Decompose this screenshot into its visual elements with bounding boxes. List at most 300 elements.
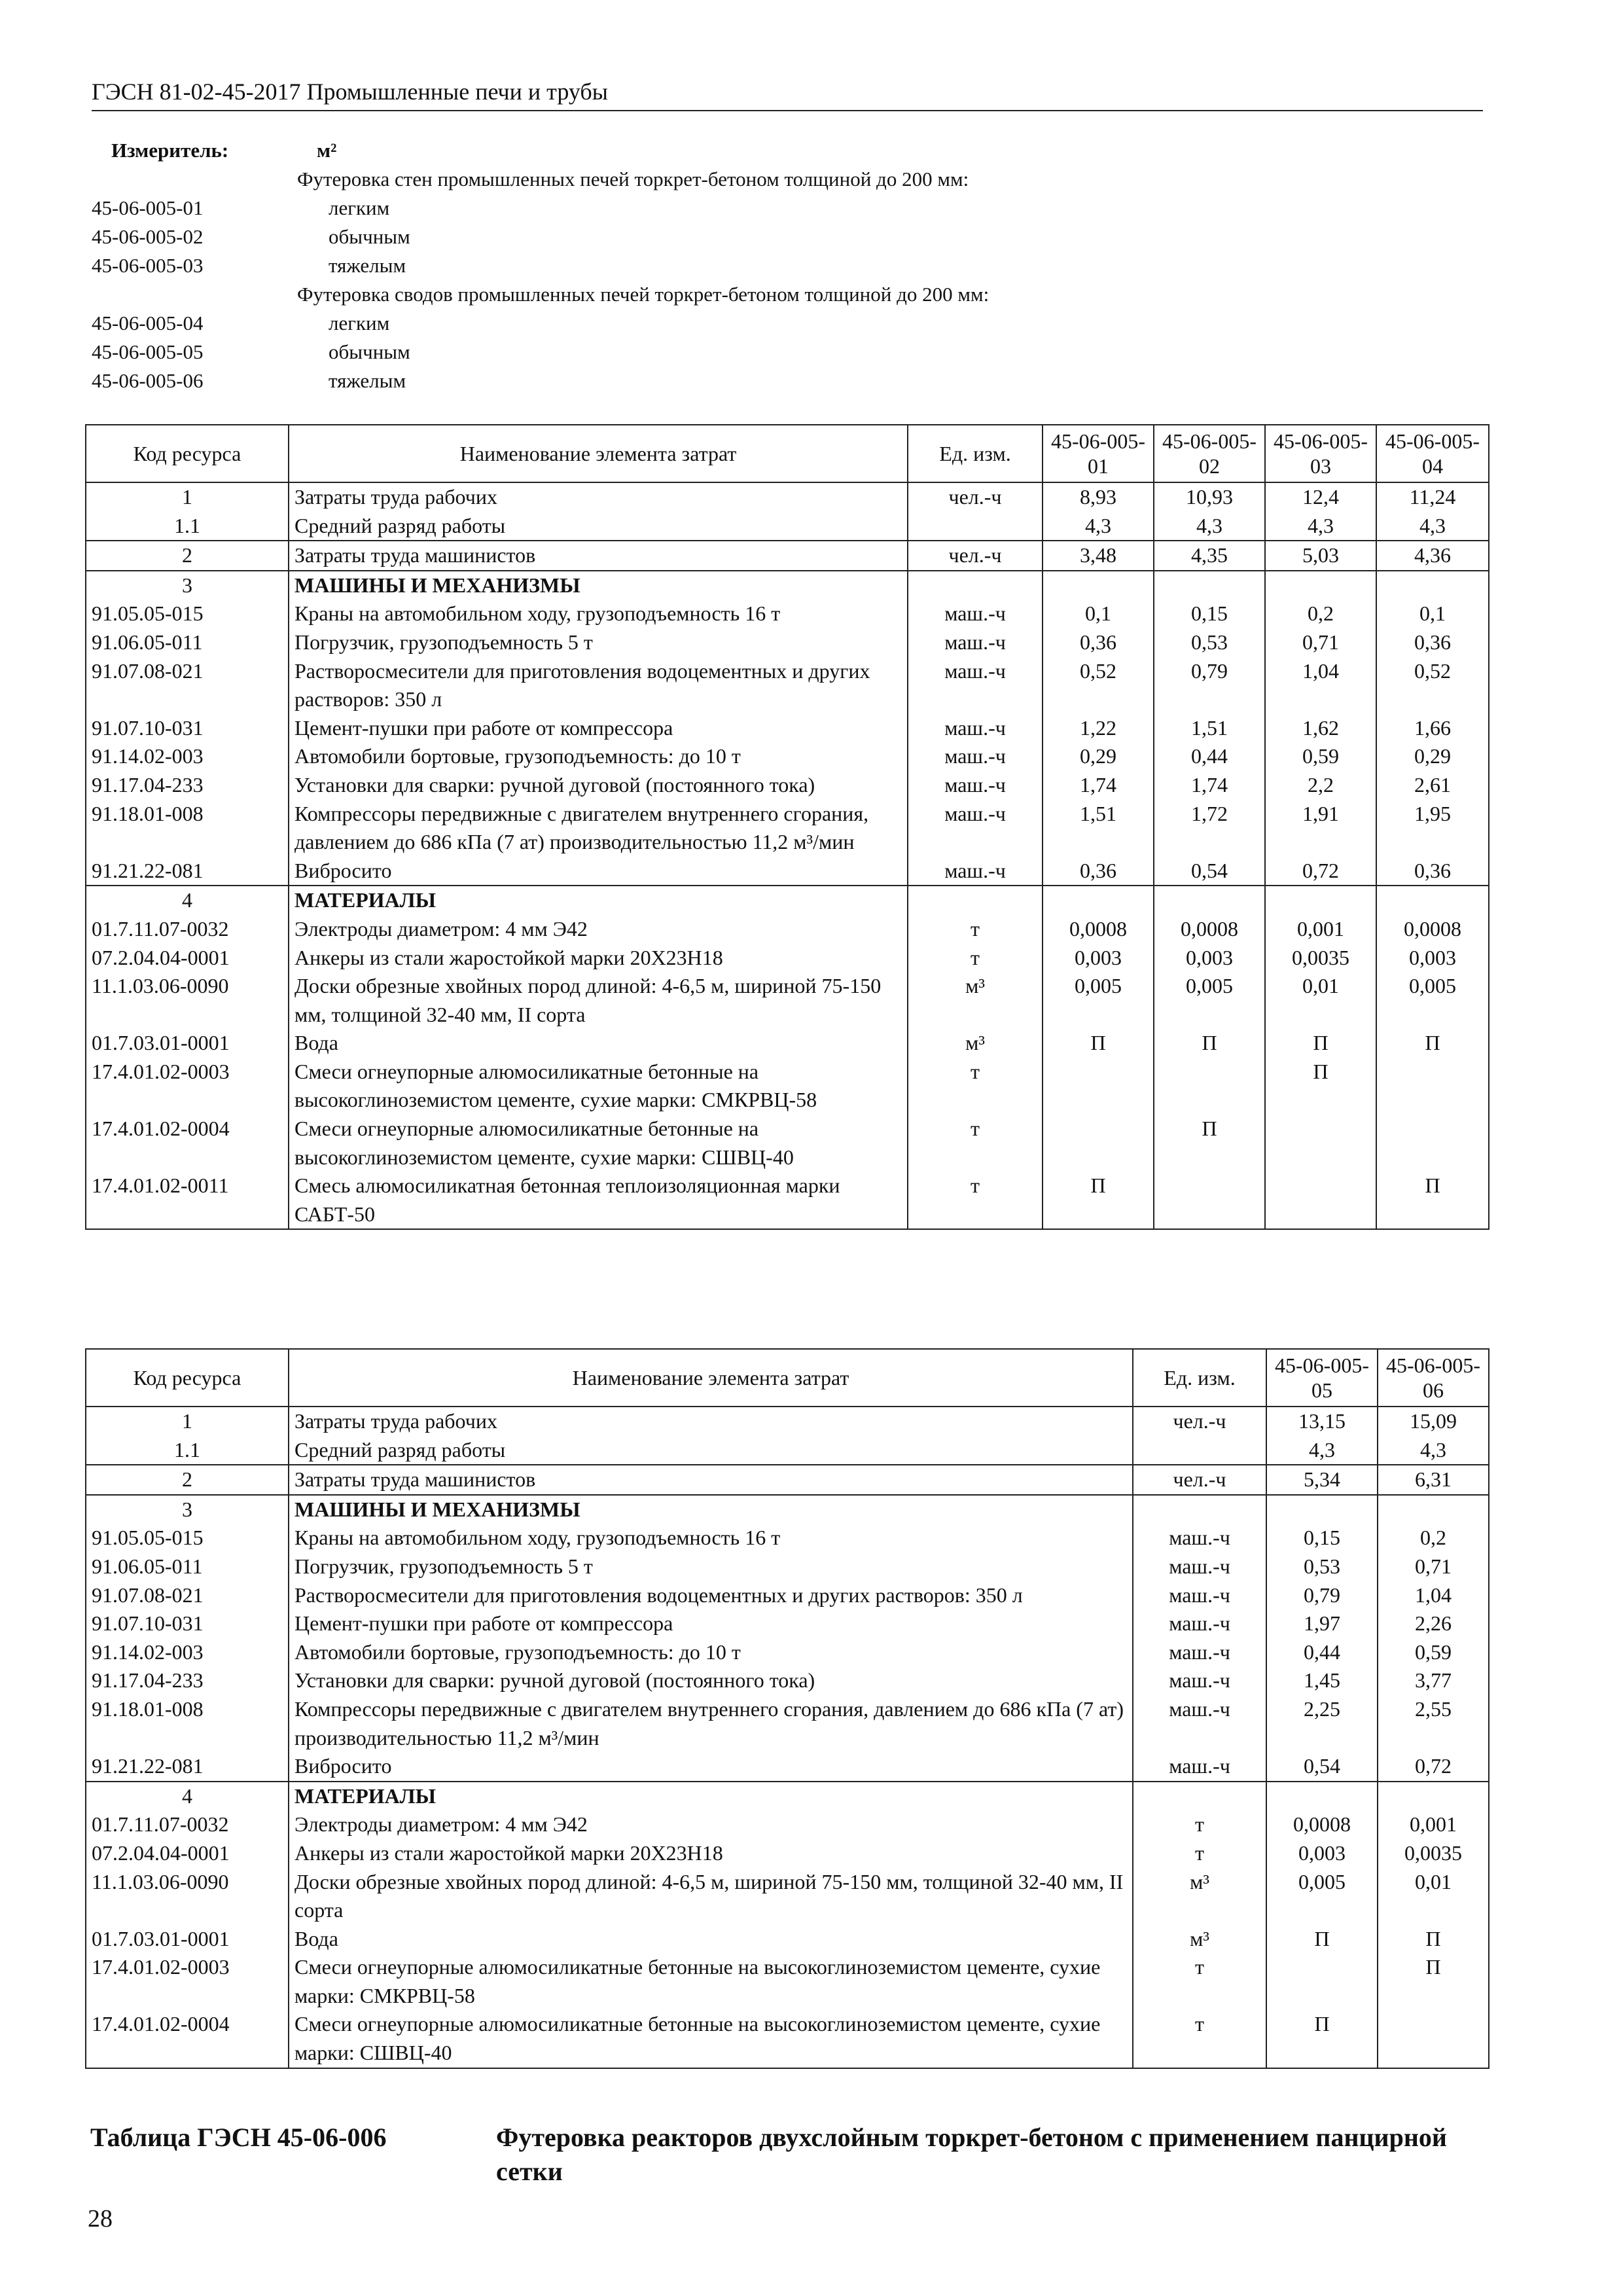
resource-code: 91.05.05-015 bbox=[86, 600, 289, 628]
value-cell: 0,0008 bbox=[1043, 915, 1154, 944]
value-cell: 0,79 bbox=[1266, 1581, 1378, 1610]
unit-cell: маш.-ч bbox=[908, 628, 1043, 657]
resource-code: 17.4.01.02-0011 bbox=[86, 1172, 289, 1229]
resource-code: 91.17.04-233 bbox=[86, 771, 289, 800]
value-cell: П bbox=[1376, 1172, 1489, 1229]
resource-code: 91.07.10-031 bbox=[86, 1609, 289, 1638]
page-number: 28 bbox=[88, 2205, 113, 2233]
value-cell: 12,4 bbox=[1265, 482, 1376, 512]
value-cell: 0,72 bbox=[1378, 1752, 1489, 1782]
measurement-text: тяжелым bbox=[329, 369, 406, 392]
measurement-code bbox=[92, 280, 297, 309]
value-cell: 0,54 bbox=[1266, 1752, 1378, 1782]
resource-name: Компрессоры передвижные с двигателем внутреннего сгорания, давлением до 686 кПа (7 ат) производительностью 11,2 м³/мин bbox=[289, 1695, 1133, 1752]
value-cell: 0,001 bbox=[1378, 1810, 1489, 1839]
resource-name: Установки для сварки: ручной дуговой (постоянного тока) bbox=[289, 771, 908, 800]
table-row bbox=[86, 2010, 1489, 2068]
value-cell: 0,005 bbox=[1266, 1868, 1378, 1925]
value-cell bbox=[1265, 1115, 1376, 1172]
resource-name: Растворосмесители для приготовления водоцементных и других растворов: 350 л bbox=[289, 657, 908, 714]
resource-table-2 bbox=[85, 1348, 1489, 2069]
unit-cell: маш.-ч bbox=[1133, 1752, 1266, 1782]
column-header: Ед. изм. bbox=[908, 425, 1043, 482]
value-cell: 6,31 bbox=[1378, 1465, 1489, 1495]
value-cell bbox=[1378, 1495, 1489, 1524]
resource-name: МАТЕРИАЛЫ bbox=[289, 886, 908, 915]
measurement-list bbox=[92, 165, 1483, 395]
unit-cell: маш.-ч bbox=[908, 800, 1043, 857]
value-cell: 10,93 bbox=[1154, 482, 1265, 512]
unit-cell: маш.-ч bbox=[1133, 1666, 1266, 1695]
resource-code: 01.7.11.07-0032 bbox=[86, 1810, 289, 1839]
unit-cell: т bbox=[908, 1172, 1043, 1229]
resource-name: Вода bbox=[289, 1925, 1133, 1954]
table-row bbox=[86, 657, 1489, 714]
value-cell: 0,003 bbox=[1376, 944, 1489, 973]
resource-code: 91.21.22-081 bbox=[86, 857, 289, 886]
value-cell bbox=[1266, 1782, 1378, 1811]
resource-code: 4 bbox=[86, 1782, 289, 1811]
value-cell: 0,72 bbox=[1265, 857, 1376, 886]
value-cell: 1,66 bbox=[1376, 714, 1489, 743]
unit-cell: маш.-ч bbox=[1133, 1638, 1266, 1667]
measurement-code: 45-06-005-04 bbox=[92, 312, 204, 334]
resource-name: МАШИНЫ И МЕХАНИЗМЫ bbox=[289, 1495, 1133, 1524]
table-row bbox=[86, 1782, 1489, 1811]
unit-cell: маш.-ч bbox=[1133, 1695, 1266, 1752]
value-cell: П bbox=[1266, 2010, 1378, 2068]
unit-cell: т bbox=[1133, 1839, 1266, 1868]
measurement-row bbox=[92, 251, 1483, 280]
value-cell: 4,3 bbox=[1043, 512, 1154, 541]
column-header: 45-06-005-01 bbox=[1043, 425, 1154, 482]
value-cell bbox=[1154, 571, 1265, 600]
value-cell: П bbox=[1154, 1029, 1265, 1058]
resource-code: 91.14.02-003 bbox=[86, 742, 289, 771]
value-cell: 1,22 bbox=[1043, 714, 1154, 743]
value-cell bbox=[1378, 2010, 1489, 2068]
resource-code: 1.1 bbox=[86, 512, 289, 541]
value-cell bbox=[1376, 1115, 1489, 1172]
resource-code: 07.2.04.04-0001 bbox=[86, 944, 289, 973]
resource-code: 2 bbox=[86, 1465, 289, 1495]
table-row bbox=[86, 600, 1489, 628]
table-row bbox=[86, 1810, 1489, 1839]
resource-name: Доски обрезные хвойных пород длиной: 4-6,5 м, шириной 75-150 мм, толщиной 32-40 мм, II сорта bbox=[289, 1868, 1133, 1925]
table-row bbox=[86, 571, 1489, 600]
header-title: ГЭСН 81-02-45-2017 Промышленные печи и трубы bbox=[92, 79, 608, 105]
value-cell bbox=[1043, 886, 1154, 915]
value-cell: 0,003 bbox=[1154, 944, 1265, 973]
value-cell: 0,59 bbox=[1378, 1638, 1489, 1667]
value-cell: 0,0008 bbox=[1266, 1810, 1378, 1839]
value-cell: 5,03 bbox=[1265, 541, 1376, 571]
measurement-row bbox=[92, 338, 1483, 367]
measurement-text: обычным bbox=[329, 340, 410, 363]
resource-name: Вибросито bbox=[289, 857, 908, 886]
resource-name: Растворосмесители для приготовления водоцементных и других растворов: 350 л bbox=[289, 1581, 1133, 1610]
table-row bbox=[86, 1925, 1489, 1954]
value-cell: 4,3 bbox=[1376, 512, 1489, 541]
value-cell: 0,52 bbox=[1376, 657, 1489, 714]
unit-cell bbox=[1133, 1495, 1266, 1524]
value-cell bbox=[1043, 1058, 1154, 1115]
table-row bbox=[86, 714, 1489, 743]
caption-label: Таблица ГЭСН 45-06-006 bbox=[90, 2123, 387, 2152]
table-row bbox=[86, 1407, 1489, 1436]
value-cell: 4,36 bbox=[1376, 541, 1489, 571]
value-cell: П bbox=[1266, 1925, 1378, 1954]
unit-cell: чел.-ч bbox=[908, 482, 1043, 512]
resource-name: Краны на автомобильном ходу, грузоподъемность 16 т bbox=[289, 600, 908, 628]
measurement-code: 45-06-005-01 bbox=[92, 196, 204, 219]
value-cell: 1,04 bbox=[1378, 1581, 1489, 1610]
resource-code: 01.7.03.01-0001 bbox=[86, 1029, 289, 1058]
value-cell: 0,54 bbox=[1154, 857, 1265, 886]
value-cell: 0,0008 bbox=[1154, 915, 1265, 944]
resource-code: 3 bbox=[86, 571, 289, 600]
resource-name: Автомобили бортовые, грузоподъемность: до 10 т bbox=[289, 742, 908, 771]
unit-cell: чел.-ч bbox=[908, 541, 1043, 571]
resource-code: 3 bbox=[86, 1495, 289, 1524]
measurement-row bbox=[92, 367, 1483, 395]
value-cell: П bbox=[1043, 1172, 1154, 1229]
value-cell: П bbox=[1378, 1953, 1489, 2010]
value-cell: 0,003 bbox=[1043, 944, 1154, 973]
value-cell: 0,005 bbox=[1154, 972, 1265, 1029]
table-row bbox=[86, 1524, 1489, 1552]
resource-name: МАТЕРИАЛЫ bbox=[289, 1782, 1133, 1811]
value-cell: 15,09 bbox=[1378, 1407, 1489, 1436]
measurement-row bbox=[92, 309, 1483, 338]
table-row bbox=[86, 1609, 1489, 1638]
value-cell bbox=[1376, 571, 1489, 600]
value-cell bbox=[1265, 1172, 1376, 1229]
table-row bbox=[86, 915, 1489, 944]
value-cell: 0,36 bbox=[1043, 628, 1154, 657]
measurement-row bbox=[92, 223, 1483, 251]
value-cell bbox=[1043, 571, 1154, 600]
resource-name: Смеси огнеупорные алюмосиликатные бетонные на высокоглиноземистом цементе, сухие марки: СШВЦ-40 bbox=[289, 1115, 908, 1172]
value-cell: 0,59 bbox=[1265, 742, 1376, 771]
value-cell: 5,34 bbox=[1266, 1465, 1378, 1495]
table-row bbox=[86, 1839, 1489, 1868]
unit-cell: т bbox=[908, 1058, 1043, 1115]
resource-name: Затраты труда рабочих bbox=[289, 482, 908, 512]
resource-code: 91.21.22-081 bbox=[86, 1752, 289, 1782]
measurement-code: 45-06-005-02 bbox=[92, 225, 204, 248]
resource-name: Средний разряд работы bbox=[289, 512, 908, 541]
resource-code: 91.06.05-011 bbox=[86, 1552, 289, 1581]
column-header: 45-06-005-06 bbox=[1378, 1349, 1489, 1407]
resource-name: Смесь алюмосиликатная бетонная теплоизоляционная марки САБТ-50 bbox=[289, 1172, 908, 1229]
table-row bbox=[86, 1172, 1489, 1229]
measurement-text: тяжелым bbox=[329, 254, 406, 277]
table-row bbox=[86, 1638, 1489, 1667]
value-cell: 1,74 bbox=[1154, 771, 1265, 800]
column-header: Наименование элемента затрат bbox=[289, 425, 908, 482]
measurement-label: Измеритель: bbox=[111, 139, 229, 162]
resource-name: Погрузчик, грузоподъемность 5 т bbox=[289, 628, 908, 657]
unit-cell: м³ bbox=[908, 1029, 1043, 1058]
value-cell: 0,36 bbox=[1376, 628, 1489, 657]
resource-code: 91.07.08-021 bbox=[86, 657, 289, 714]
resource-code: 91.14.02-003 bbox=[86, 1638, 289, 1667]
value-cell: 0,15 bbox=[1266, 1524, 1378, 1552]
value-cell: 0,01 bbox=[1265, 972, 1376, 1029]
value-cell: 1,51 bbox=[1043, 800, 1154, 857]
value-cell: 1,72 bbox=[1154, 800, 1265, 857]
value-cell: 0,29 bbox=[1376, 742, 1489, 771]
unit-cell: т bbox=[1133, 1953, 1266, 2010]
value-cell: 1,95 bbox=[1376, 800, 1489, 857]
measurement-code: 45-06-005-06 bbox=[92, 369, 204, 392]
table-row bbox=[86, 1752, 1489, 1782]
resource-name: Затраты труда рабочих bbox=[289, 1407, 1133, 1436]
resource-name: Цемент-пушки при работе от компрессора bbox=[289, 714, 908, 743]
measurement-text: легким bbox=[329, 196, 390, 219]
value-cell: 0,2 bbox=[1265, 600, 1376, 628]
table-row bbox=[86, 1552, 1489, 1581]
value-cell bbox=[1154, 886, 1265, 915]
measurement-code: 45-06-005-05 bbox=[92, 340, 204, 363]
unit-cell: м³ bbox=[908, 972, 1043, 1029]
value-cell: 13,15 bbox=[1266, 1407, 1378, 1436]
value-cell: 1,97 bbox=[1266, 1609, 1378, 1638]
value-cell bbox=[1266, 1495, 1378, 1524]
resource-code: 11.1.03.06-0090 bbox=[86, 1868, 289, 1925]
column-header: Код ресурса bbox=[86, 1349, 289, 1407]
value-cell: 2,61 bbox=[1376, 771, 1489, 800]
column-header: 45-06-005-02 bbox=[1154, 425, 1265, 482]
unit-cell: маш.-ч bbox=[908, 657, 1043, 714]
value-cell: 1,74 bbox=[1043, 771, 1154, 800]
resource-code: 1 bbox=[86, 482, 289, 512]
table-row bbox=[86, 1115, 1489, 1172]
resource-code: 91.07.10-031 bbox=[86, 714, 289, 743]
resource-name: Цемент-пушки при работе от компрессора bbox=[289, 1609, 1133, 1638]
value-cell: 3,77 bbox=[1378, 1666, 1489, 1695]
unit-cell bbox=[1133, 1782, 1266, 1811]
running-header bbox=[92, 77, 1483, 111]
column-header: Наименование элемента затрат bbox=[289, 1349, 1133, 1407]
value-cell: 11,24 bbox=[1376, 482, 1489, 512]
value-cell: 0,1 bbox=[1043, 600, 1154, 628]
table-row bbox=[86, 628, 1489, 657]
value-cell: 0,36 bbox=[1043, 857, 1154, 886]
resource-name: Погрузчик, грузоподъемность 5 т bbox=[289, 1552, 1133, 1581]
table-row bbox=[86, 1666, 1489, 1695]
resource-code: 91.18.01-008 bbox=[86, 1695, 289, 1752]
table-row bbox=[86, 1029, 1489, 1058]
resource-code: 01.7.03.01-0001 bbox=[86, 1925, 289, 1954]
table-row bbox=[86, 857, 1489, 886]
table-row bbox=[86, 972, 1489, 1029]
unit-cell: м³ bbox=[1133, 1925, 1266, 1954]
column-header: Ед. изм. bbox=[1133, 1349, 1266, 1407]
measurement-row bbox=[92, 194, 1483, 223]
value-cell: 0,79 bbox=[1154, 657, 1265, 714]
measurement-text: Футеровка стен промышленных печей торкрет-бетоном толщиной до 200 мм: bbox=[297, 168, 969, 190]
unit-cell bbox=[908, 571, 1043, 600]
unit-cell: т bbox=[1133, 1810, 1266, 1839]
unit-cell: т bbox=[908, 1115, 1043, 1172]
table-caption bbox=[90, 2121, 1491, 2189]
value-cell: 0,0035 bbox=[1265, 944, 1376, 973]
value-cell: 4,3 bbox=[1265, 512, 1376, 541]
table-row bbox=[86, 800, 1489, 857]
value-cell: 3,48 bbox=[1043, 541, 1154, 571]
caption-title: Футеровка реакторов двухслойным торкрет-бетоном с применением панцирной сетки bbox=[496, 2123, 1447, 2186]
resource-code: 4 bbox=[86, 886, 289, 915]
resource-code: 91.05.05-015 bbox=[86, 1524, 289, 1552]
unit-cell: т bbox=[908, 915, 1043, 944]
value-cell: 4,35 bbox=[1154, 541, 1265, 571]
table-row bbox=[86, 1868, 1489, 1925]
resource-code: 2 bbox=[86, 541, 289, 571]
resource-name: Затраты труда машинистов bbox=[289, 541, 908, 571]
unit-cell: т bbox=[908, 944, 1043, 973]
value-cell: 0,29 bbox=[1043, 742, 1154, 771]
resource-code: 11.1.03.06-0090 bbox=[86, 972, 289, 1029]
value-cell bbox=[1266, 1953, 1378, 2010]
value-cell: 0,2 bbox=[1378, 1524, 1489, 1552]
value-cell bbox=[1265, 571, 1376, 600]
value-cell: П bbox=[1265, 1058, 1376, 1115]
measurement-code bbox=[92, 165, 297, 194]
resource-name: Смеси огнеупорные алюмосиликатные бетонные на высокоглиноземистом цементе, сухие марки: СМКРВЦ-58 bbox=[289, 1953, 1133, 2010]
unit-cell bbox=[1133, 1436, 1266, 1465]
table-row bbox=[86, 1495, 1489, 1524]
table-row bbox=[86, 1695, 1489, 1752]
resource-name: Смеси огнеупорные алюмосиликатные бетонные на высокоглиноземистом цементе, сухие марки: СШВЦ-40 bbox=[289, 2010, 1133, 2068]
value-cell: 0,53 bbox=[1266, 1552, 1378, 1581]
measurement-block bbox=[92, 136, 1483, 395]
unit-cell: м³ bbox=[1133, 1868, 1266, 1925]
value-cell: 0,1 bbox=[1376, 600, 1489, 628]
resource-name: Электроды диаметром: 4 мм Э42 bbox=[289, 1810, 1133, 1839]
value-cell: 2,55 bbox=[1378, 1695, 1489, 1752]
resource-code: 1 bbox=[86, 1407, 289, 1436]
resource-code: 17.4.01.02-0004 bbox=[86, 1115, 289, 1172]
value-cell bbox=[1154, 1058, 1265, 1115]
unit-cell: маш.-ч bbox=[1133, 1524, 1266, 1552]
measurement-text: обычным bbox=[329, 225, 410, 248]
value-cell: 0,52 bbox=[1043, 657, 1154, 714]
value-cell: 1,51 bbox=[1154, 714, 1265, 743]
table-row bbox=[86, 742, 1489, 771]
resource-name: Анкеры из стали жаростойкой марки 20Х23Н18 bbox=[289, 944, 908, 973]
resource-code: 91.06.05-011 bbox=[86, 628, 289, 657]
unit-cell: чел.-ч bbox=[1133, 1465, 1266, 1495]
value-cell: 0,001 bbox=[1265, 915, 1376, 944]
unit-cell: т bbox=[1133, 2010, 1266, 2068]
resource-name: Доски обрезные хвойных пород длиной: 4-6,5 м, шириной 75-150 мм, толщиной 32-40 мм, II сорта bbox=[289, 972, 908, 1029]
value-cell: П bbox=[1043, 1029, 1154, 1058]
value-cell: 0,71 bbox=[1378, 1552, 1489, 1581]
value-cell bbox=[1265, 886, 1376, 915]
table-row bbox=[86, 541, 1489, 571]
unit-cell: маш.-ч bbox=[908, 742, 1043, 771]
table-row bbox=[86, 771, 1489, 800]
resource-name: Затраты труда машинистов bbox=[289, 1465, 1133, 1495]
resource-code: 01.7.11.07-0032 bbox=[86, 915, 289, 944]
unit-cell: маш.-ч bbox=[1133, 1609, 1266, 1638]
unit-cell bbox=[908, 512, 1043, 541]
value-cell bbox=[1043, 1115, 1154, 1172]
unit-cell: маш.-ч bbox=[908, 857, 1043, 886]
measurement-row bbox=[92, 280, 1483, 309]
value-cell: 4,3 bbox=[1266, 1436, 1378, 1465]
resource-code: 17.4.01.02-0003 bbox=[86, 1953, 289, 2010]
value-cell: П bbox=[1154, 1115, 1265, 1172]
column-header: 45-06-005-05 bbox=[1266, 1349, 1378, 1407]
measurement-code: 45-06-005-03 bbox=[92, 254, 204, 277]
value-cell: 0,15 bbox=[1154, 600, 1265, 628]
resource-table-1 bbox=[85, 424, 1489, 1230]
table-row bbox=[86, 1058, 1489, 1115]
resource-name: Вода bbox=[289, 1029, 908, 1058]
value-cell: 4,3 bbox=[1154, 512, 1265, 541]
unit-cell: маш.-ч bbox=[908, 714, 1043, 743]
value-cell: 1,45 bbox=[1266, 1666, 1378, 1695]
resource-name: Компрессоры передвижные с двигателем внутреннего сгорания, давлением до 686 кПа (7 ат) производительностью 11,2 м³/мин bbox=[289, 800, 908, 857]
value-cell bbox=[1376, 1058, 1489, 1115]
resource-name: МАШИНЫ И МЕХАНИЗМЫ bbox=[289, 571, 908, 600]
table-row bbox=[86, 1436, 1489, 1465]
measurement-text: Футеровка сводов промышленных печей торкрет-бетоном толщиной до 200 мм: bbox=[297, 283, 990, 306]
value-cell: 2,25 bbox=[1266, 1695, 1378, 1752]
measurement-unit-row bbox=[92, 136, 1483, 165]
resource-code: 17.4.01.02-0003 bbox=[86, 1058, 289, 1115]
value-cell: 1,91 bbox=[1265, 800, 1376, 857]
column-header: Код ресурса bbox=[86, 425, 289, 482]
resource-code: 1.1 bbox=[86, 1436, 289, 1465]
measurement-unit: м² bbox=[317, 139, 337, 162]
value-cell: П bbox=[1378, 1925, 1489, 1954]
table-header-row bbox=[86, 1349, 1489, 1407]
value-cell: 0,71 bbox=[1265, 628, 1376, 657]
unit-cell: маш.-ч bbox=[1133, 1581, 1266, 1610]
value-cell bbox=[1154, 1172, 1265, 1229]
value-cell: 1,04 bbox=[1265, 657, 1376, 714]
value-cell: 0,53 bbox=[1154, 628, 1265, 657]
value-cell: 0,005 bbox=[1376, 972, 1489, 1029]
resource-name: Средний разряд работы bbox=[289, 1436, 1133, 1465]
unit-cell: чел.-ч bbox=[1133, 1407, 1266, 1436]
value-cell: 1,62 bbox=[1265, 714, 1376, 743]
unit-cell: маш.-ч bbox=[908, 600, 1043, 628]
table-row bbox=[86, 944, 1489, 973]
table-header-row bbox=[86, 425, 1489, 482]
resource-name: Электроды диаметром: 4 мм Э42 bbox=[289, 915, 908, 944]
value-cell bbox=[1376, 886, 1489, 915]
value-cell: 0,0008 bbox=[1376, 915, 1489, 944]
table-row bbox=[86, 1465, 1489, 1495]
value-cell: 4,3 bbox=[1378, 1436, 1489, 1465]
resource-name: Анкеры из стали жаростойкой марки 20Х23Н18 bbox=[289, 1839, 1133, 1868]
value-cell bbox=[1378, 1782, 1489, 1811]
value-cell: 0,01 bbox=[1378, 1868, 1489, 1925]
unit-cell: маш.-ч bbox=[1133, 1552, 1266, 1581]
table-row bbox=[86, 512, 1489, 541]
resource-name: Вибросито bbox=[289, 1752, 1133, 1782]
value-cell: 0,005 bbox=[1043, 972, 1154, 1029]
measurement-row bbox=[92, 165, 1483, 194]
value-cell: 0,003 bbox=[1266, 1839, 1378, 1868]
value-cell: П bbox=[1265, 1029, 1376, 1058]
resource-name: Краны на автомобильном ходу, грузоподъемность 16 т bbox=[289, 1524, 1133, 1552]
